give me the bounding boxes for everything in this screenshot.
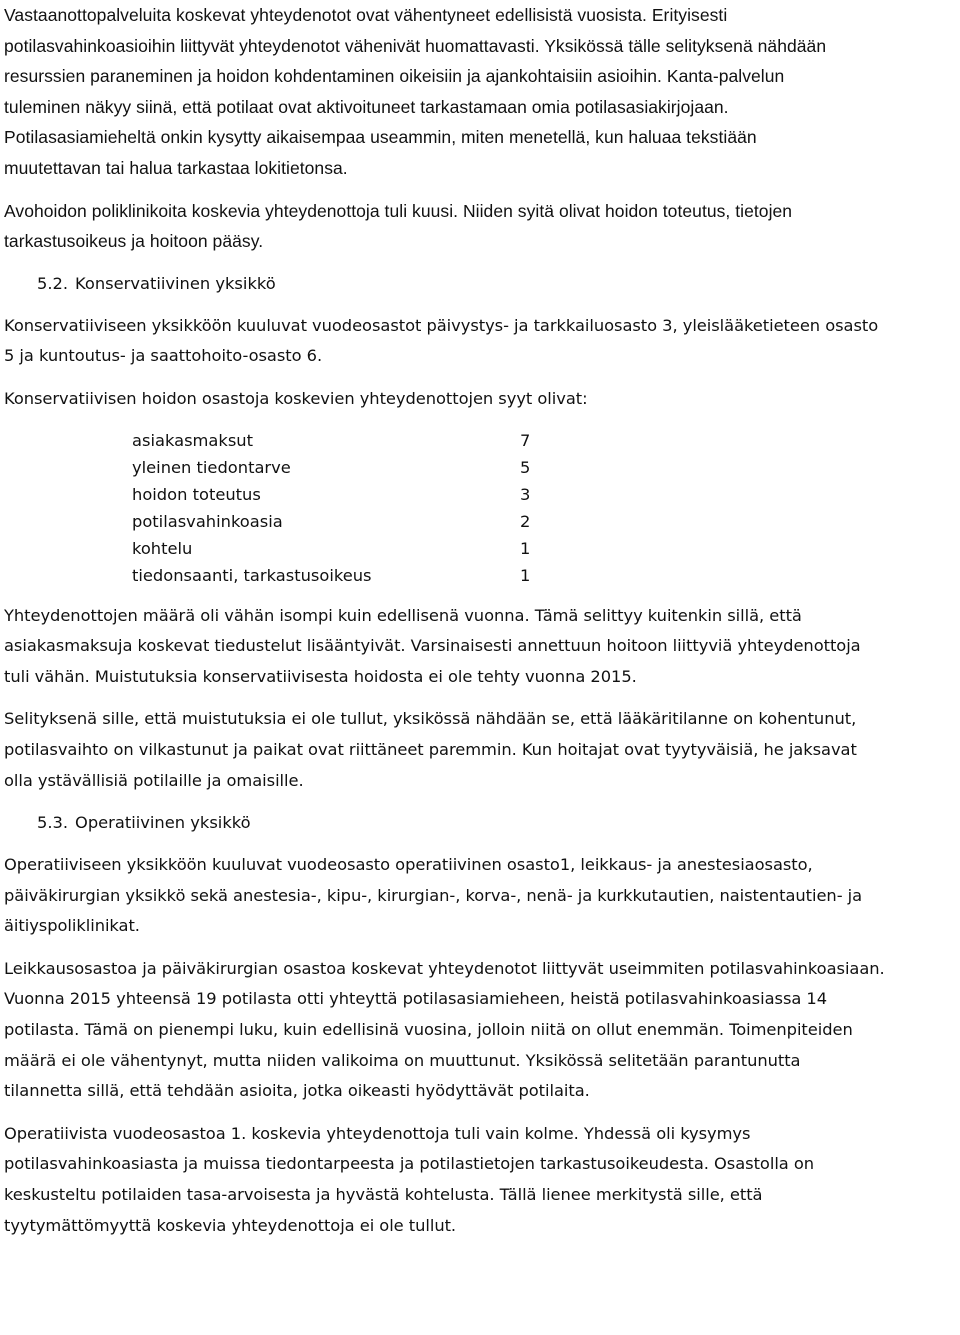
table-row <box>132 562 956 589</box>
reason-count: 1 <box>520 538 531 558</box>
table-row <box>132 535 956 562</box>
reason-label: potilasvahinkoasia <box>132 511 283 531</box>
text-line: Vuonna 2015 yhteensä 19 potilasta otti yhteyttä potilasasiamieheen, heistä potilasvahinkoasiassa 14 <box>4 989 828 1009</box>
paragraph-reasons-intro <box>4 384 956 415</box>
reason-label: asiakasmaksut <box>132 430 254 450</box>
reason-label: yleinen tiedontarve <box>132 457 291 477</box>
text-line: tuli vähän. Muistutuksia konservatiivisesta hoidosta ei ole tehty vuonna 2015. <box>4 666 637 686</box>
text-line: 5 ja kuntoutus- ja saattohoito-osasto 6. <box>4 346 323 366</box>
reason-label: kohtelu <box>132 538 193 558</box>
reason-label: hoidon toteutus <box>132 484 261 504</box>
paragraph-outpatient-clinics <box>4 196 956 257</box>
section-title: Konservatiivinen yksikkö <box>75 273 276 293</box>
text-line: asiakasmaksuja koskevat tiedustelut lisääntyivät. Varsinaisesti annettuun hoitoon liittyviä yhteydenottoja <box>4 636 861 656</box>
reason-count: 7 <box>520 430 531 450</box>
section-number: 5.3. <box>37 813 69 833</box>
section-title: Operatiivinen yksikkö <box>75 813 251 833</box>
document-page <box>4 0 956 1253</box>
paragraph-contact-volume <box>4 601 956 693</box>
text-line: muutettavan tai halua tarkastaa lokitietonsa. <box>4 157 348 178</box>
section-heading-5-3 <box>4 808 956 838</box>
table-row <box>132 427 956 454</box>
text-line: Potilasasiamieheltä onkin kysytty aikaisempaa useammin, miten menetellä, kun haluaa tekstiään <box>4 127 757 148</box>
reason-label: tiedonsaanti, tarkastusoikeus <box>132 565 372 585</box>
text-line: potilasvaihto on vilkastunut ja paikat ovat riittäneet paremmin. Kun hoitajat ovat tyytyväisiä, he jaksavat <box>4 739 857 759</box>
paragraph-conservative-units <box>4 311 956 372</box>
table-row <box>132 508 956 535</box>
reason-count: 1 <box>520 565 531 585</box>
paragraph-operative-units <box>4 850 956 942</box>
text-line: potilasta. Tämä on pienempi luku, kuin edellisinä vuosina, jolloin niitä on ollut enemmän. Toimenpiteiden <box>4 1020 853 1040</box>
text-line: potilasvahinkoasioihin liittyvät yhteydenotot vähenivät huomattavasti. Yksikössä tälle selityksenä nähdään <box>4 35 827 56</box>
text-line: äitiyspoliklinikat. <box>4 916 140 936</box>
text-line: Avohoidon poliklinikoita koskevia yhteydenottoja tuli kuusi. Niiden syitä olivat hoidon toteutus, tietojen <box>4 200 793 221</box>
text-line: Yhteydenottojen määrä oli vähän isompi kuin edellisenä vuonna. Tämä selittyy kuitenkin sillä, että <box>4 605 802 625</box>
table-row <box>132 481 956 508</box>
text-line: Operatiiviseen yksikköön kuuluvat vuodeosasto operatiivinen osasto1, leikkaus- ja anestesiaosasto, <box>4 855 813 875</box>
text-line: Leikkausosastoa ja päiväkirurgian osastoa koskevat yhteydenotot liittyvät useimmiten potilasvahinkoasiaan. <box>4 958 885 978</box>
text-line: tarkastusoikeus ja hoitoon pääsy. <box>4 231 264 252</box>
text-line: Vastaanottopalveluita koskevat yhteydenotot ovat vähentyneet edellisistä vuosista. Erityisesti <box>4 5 728 25</box>
reason-count: 2 <box>520 511 531 531</box>
reason-count: 5 <box>520 457 531 477</box>
text-line: määrä ei ole vähentynyt, mutta niiden valikoima on muuttunut. Yksikössä selitetään parantunutta <box>4 1050 801 1070</box>
paragraph-reception-services <box>4 0 956 184</box>
text-line: tilannetta sillä, että tehdään asioita, jotka oikeasti hyödyttävät potilaita. <box>4 1081 590 1101</box>
text-line: Selityksenä sille, että muistutuksia ei ole tullut, yksikössä nähdään se, että lääkäritilanne on kohentunut, <box>4 709 857 729</box>
table-row <box>132 454 956 481</box>
text-line: olla ystävällisiä potilaille ja omaisille. <box>4 770 304 790</box>
reason-count: 3 <box>520 484 531 504</box>
paragraph-ward-1 <box>4 1119 956 1241</box>
text-line: resurssien paraneminen ja hoidon kohdentaminen oikeisiin ja ajankohtaisiin asioihin. Kanta-palvelun <box>4 66 785 87</box>
section-heading-5-2 <box>4 269 956 299</box>
paragraph-explanation <box>4 704 956 796</box>
text-line: päiväkirurgian yksikkö sekä anestesia-, kipu-, kirurgian-, korva-, nenä- ja kurkkutautien, naistentautien- ja <box>4 885 863 905</box>
text-line: tyytymättömyyttä koskevia yhteydenottoja ei ole tullut. <box>4 1215 457 1235</box>
text-line: potilasvahinkoasiasta ja muissa tiedontarpeesta ja potilastietojen tarkastusoikeudesta. Osastolla on <box>4 1154 815 1174</box>
text-line: Konservatiiviseen yksikköön kuuluvat vuodeosastot päivystys- ja tarkkailuosasto 3, yleislääketieteen osasto <box>4 315 879 335</box>
reasons-table <box>132 427 956 589</box>
section-number: 5.2. <box>37 273 69 293</box>
text-line: Operatiivista vuodeosastoa 1. koskevia yhteydenottoja tuli vain kolme. Yhdessä oli kysymys <box>4 1123 751 1143</box>
paragraph-surgery-contacts <box>4 954 956 1107</box>
text-line: Konservatiivisen hoidon osastoja koskevien yhteydenottojen syyt olivat: <box>4 388 588 408</box>
text-line: keskusteltu potilaiden tasa-arvoisesta ja hyvästä kohtelusta. Tällä lienee merkitystä sille, että <box>4 1185 763 1205</box>
text-line: tuleminen näkyy siinä, että potilaat ovat aktivoituneet tarkastamaan omia potilasasiakirjojaan. <box>4 96 729 117</box>
